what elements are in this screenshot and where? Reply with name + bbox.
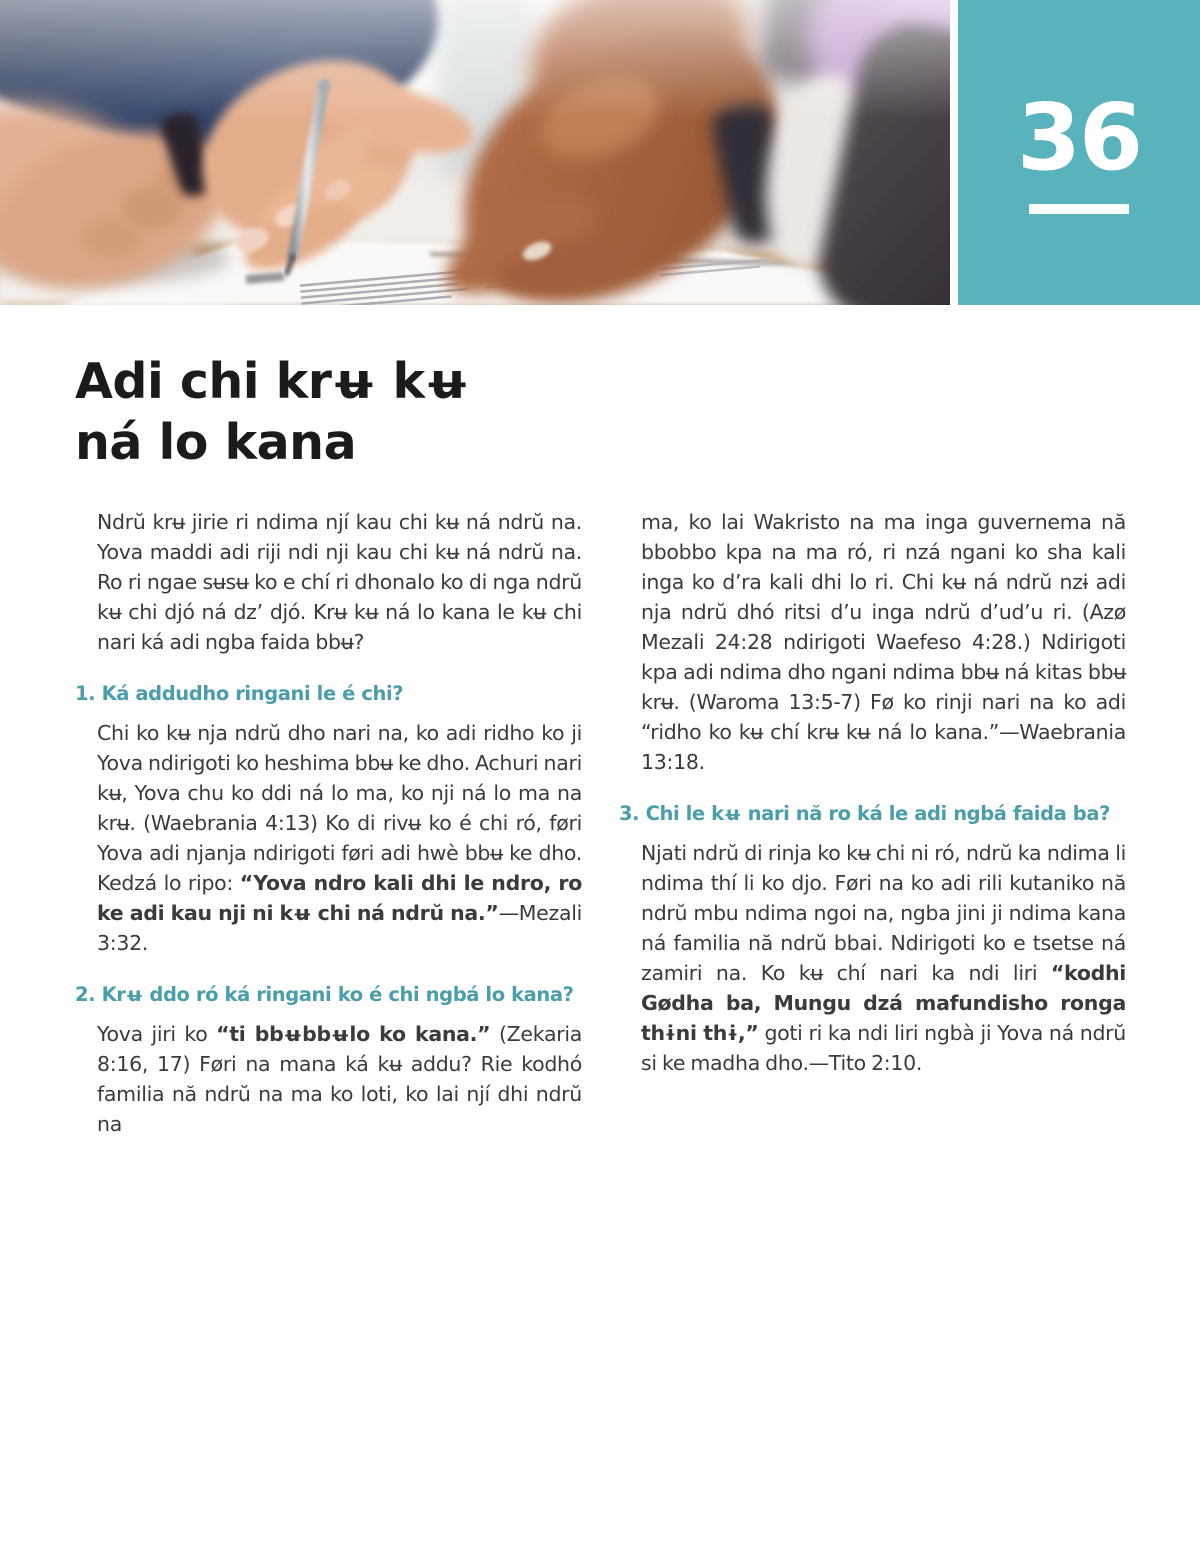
text-run: Yova jiri ko — [97, 1022, 217, 1046]
bold-scripture-quote: “kodhi Gødha ba, Mungu dzá mafundisho ronga thɨni thɨ,” — [641, 961, 1126, 1045]
chapter-block — [958, 0, 1200, 305]
hands-signing-document-photo — [0, 0, 950, 305]
section-heading-1: 1. Ká addudho ringani le é chi? — [75, 682, 404, 705]
intro-paragraph: Ndrŭ krʉ jirie ri ndima njí kau chi kʉ ná ndrŭ na. Yova maddi adi riji ndi nji kau chi kʉ ná ndrŭ na. Ro ri ngae sʉsʉ ko e chí ri dhonalo ko di nga ndrŭ kʉ chi djó ná dz’ djó. Krʉ kʉ ná lo kana le kʉ chi nari ká adi ngba faida bbʉ? — [97, 510, 582, 654]
page-title-line2: ná lo kana — [75, 414, 357, 471]
section-heading-2: 2. Krʉ ddo ró ká ringani ko é chi ngbá lo kana? — [75, 983, 574, 1006]
text-run: Chi ko kʉ nja ndrŭ dho nari na, ko adi ridho ko ji Yova ndirigoti ko heshima bbʉ ke dho. Achuri nari kʉ, Yova chu ko ddi ná lo ma, ko nji ná lo ma na krʉ. (Waebrania 4:13) Ko di rivʉ ko é chi ró, føri Yova adi njanja ndirigoti føri adi hwè bbʉ ke dho. Kedzá lo ripo: — [97, 721, 582, 895]
right-column — [619, 507, 1126, 1139]
paragraph-2 — [75, 1019, 582, 1139]
text-run: (Zekaria 8:16, 17) Føri na mana ká kʉ addu? Rie kodhó familia nă ndrŭ na ma ko loti, ko lai njí dhi ndrŭ na — [97, 1022, 582, 1136]
chapter-underline — [1029, 204, 1129, 214]
paragraph-1 — [75, 718, 582, 958]
text-run: Njati ndrŭ di rinja ko kʉ chi ni ró, ndrŭ ka ndima li ndima thí li ko djo. Føri na ko adi rili kutaniko nă ndrŭ mbu ndima ngoi na, ngba jini ji ndima kana ná familia nă ndrŭ bbai. Ndirigoti ko e tsetse ná zamiri na. Ko kʉ chí nari ka ndi liri — [641, 841, 1126, 985]
page-title — [75, 351, 1126, 473]
paragraph-2-continued: ma, ko lai Wakristo na ma inga guvernema nă bbobbo kpa na ma ró, ri nzá ngani ko sha kali inga ko d’ra kali dhi lo ri. Chi kʉ ná ndrŭ nzɨ adi nja ndrŭ dhó ritsi d’u inga ndrŭ d’ud’u ri. (Azø Mezali 24:28 ndirigoti Waefeso 4:28.) Ndirigoti kpa adi ndima dho ngani ndima bbʉ ná kitas bbʉ krʉ. (Waroma 13:5-7) Fø ko rinji nari na ko adi “ridho ko kʉ chí krʉ kʉ ná lo kana.”—Waebrania 13:18. — [641, 510, 1126, 774]
page-title-line1: Adi chi krʉ kʉ — [75, 353, 470, 410]
text-run: —Mezali 3:32. — [97, 901, 582, 955]
bold-scripture-quote: “ti bbʉbbʉlo ko kana.” — [216, 1022, 491, 1046]
hero-photo — [0, 0, 950, 305]
bold-scripture-quote: “Yova ndro kali dhi le ndro, ro ke adi kau nji ni kʉ chi ná ndrŭ na.” — [97, 871, 582, 925]
hero — [0, 0, 1200, 305]
section-heading-3: 3. Chi le kʉ nari nă ro ká le adi ngbá faida ba? — [619, 802, 1111, 825]
left-column — [75, 507, 582, 1139]
text-run: goti ri ka ndi liri ngbà ji Yova ná ndrŭ si ke madha dho.—Tito 2:10. — [641, 1021, 1126, 1075]
chapter-number: 36 — [1016, 83, 1142, 191]
paragraph-3 — [619, 838, 1126, 1078]
columns — [0, 507, 1200, 1139]
light-haze — [0, 0, 950, 120]
